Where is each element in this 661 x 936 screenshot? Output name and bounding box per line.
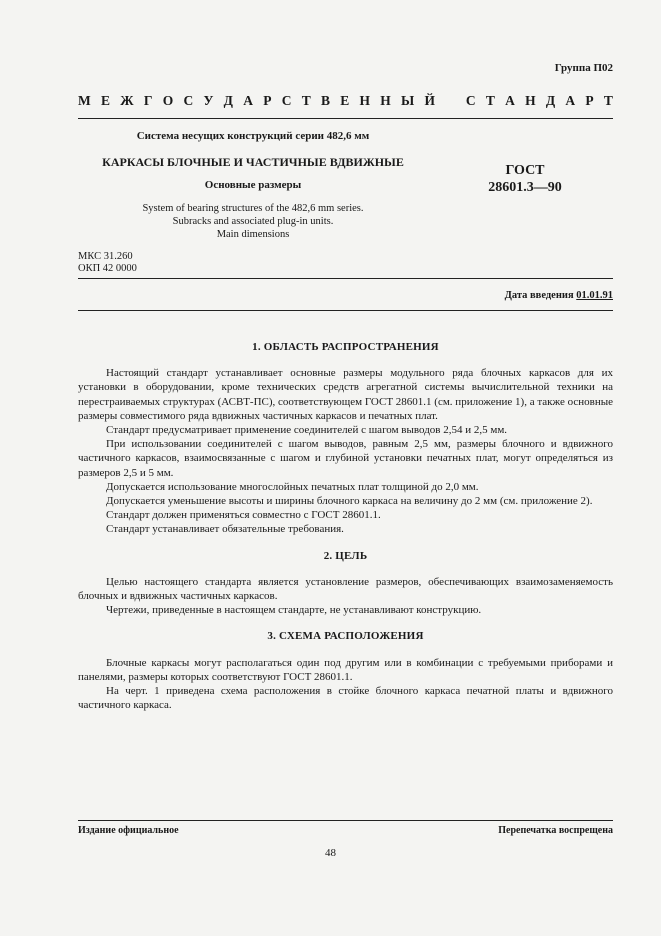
date-rule (78, 310, 613, 311)
banner-letter: В (320, 93, 330, 108)
paragraph: Целью настоящего стандарта является установление размеров, обеспечивающих взаимозаменяемость блочных и вдвижных частичных каркасов. (78, 575, 613, 603)
document-subtitle: Основные размеры (204, 179, 302, 191)
section-heading: 1. ОБЛАСТЬ РАСПРОСТРАНЕНИЯ (252, 341, 439, 353)
date-value: 01.01.91 (576, 290, 613, 301)
banner-letter: Т (485, 93, 495, 108)
paragraph: Стандарт должен применяться совместно с ГОСТ 28601.1. (106, 509, 381, 522)
banner-letter: Ы (401, 93, 415, 108)
banner-letter: А (505, 93, 515, 108)
banner-letter: Н (525, 93, 536, 108)
classification-codes (78, 251, 137, 275)
section-scope (78, 340, 613, 537)
english-line: System of bearing structures of the 482,6 mm series. (142, 203, 364, 214)
banner-letter: Р (263, 93, 272, 108)
english-title (78, 202, 428, 241)
section-heading: 2. ЦЕЛЬ (323, 549, 368, 562)
paragraph: Допускается уменьшение высоты и ширины блочного каркаса на величину до 2 мм (см. приложение 2). (106, 495, 593, 508)
paragraph: На черт. 1 приведена схема расположения в стойке блочного каркаса печатной платы и вдвижного частичного каркаса. (78, 685, 613, 712)
paragraph: Чертежи, приведенные в настоящем стандарте, не устанавливают конструкцию. (106, 604, 482, 617)
banner-letter: Й (424, 93, 436, 108)
banner-letter: С (281, 93, 292, 108)
standard-banner (78, 93, 613, 109)
banner-letter: С (183, 93, 194, 108)
header-rule (78, 118, 613, 119)
banner-letter: А (243, 93, 253, 108)
banner-letter: Р (585, 93, 594, 108)
english-line: Subracks and associated plug-in units. (172, 216, 334, 227)
okp-code: ОКП 42 0000 (78, 263, 137, 274)
section-layout-scheme (78, 629, 613, 712)
footer-rule (78, 820, 613, 821)
official-edition: Издание официальное (78, 825, 179, 836)
date-label: Дата введения (504, 290, 574, 301)
banner-letter: У (203, 93, 214, 108)
section-purpose (78, 549, 613, 618)
paragraph: Настоящий стандарт устанавливает основные размеры модульного ряда блочных каркасов для их установки в оборудовании, кроме технических средств агрегатной системы вычислительной техники на перестраиваемых структурах (АСВТ-ПС), соответствующем ГОСТ 28601.1 (см. приложение 1), а также основные размеры совместимого ряда вдвижных частичных каркасов и печатных плат. (78, 367, 613, 422)
effective-date (505, 290, 613, 301)
banner-letter: Г (143, 93, 153, 108)
paragraph: Допускается использование многослойных печатных плат толщиной до 2,0 мм. (106, 480, 479, 493)
document-title: КАРКАСЫ БЛОЧНЫЕ И ЧАСТИЧНЫЕ ВДВИЖНЫЕ (102, 155, 404, 169)
banner-letter: Е (101, 93, 111, 108)
banner-letter: О (162, 93, 174, 108)
gost-label: ГОСТ (505, 163, 545, 178)
page-number: 48 (325, 847, 336, 859)
banner-letter: Т (603, 93, 613, 108)
gost-number: 28601.3—90 (488, 180, 562, 195)
banner-letter: Н (359, 93, 371, 108)
section-heading: 3. СХЕМА РАСПОЛОЖЕНИЯ (267, 630, 424, 643)
banner-letter: А (565, 93, 576, 108)
system-series: Система несущих конструкций серии 482,6 мм (136, 130, 370, 142)
paragraph: При использовании соединителей с шагом выводов, равным 2,5 мм, размеры блочного и вдвижного частичного каркасов, взаимосвязанные с шагом и глубиной установки печатных плат, могут определяться из размеров 2,5 и 5 мм. (78, 438, 613, 479)
banner-letter: Д (223, 93, 233, 108)
group-code: Группа П02 (554, 62, 613, 74)
banner-letter: С (465, 93, 476, 108)
document-body (78, 340, 613, 712)
reprint-prohibited: Перепечатка воспрещена (498, 825, 613, 836)
gost-designation (470, 162, 580, 196)
banner-letter: Е (340, 93, 350, 108)
banner-letter: Т (301, 93, 311, 108)
paragraph: Стандарт предусматривает применение соединителей с шагом выводов 2,54 и 2,5 мм. (106, 424, 508, 437)
banner-letter: М (78, 93, 91, 108)
banner-letter: Д (545, 93, 556, 108)
english-line: Main dimensions (216, 229, 290, 240)
mks-code: МКС 31.260 (78, 251, 133, 262)
paragraph: Блочные каркасы могут располагаться один под другим или в комбинации с требуемыми приборами и панелями, размеры которых соответствуют ГОСТ 28601.1. (78, 656, 613, 683)
paragraph: Стандарт устанавливает обязательные требования. (106, 523, 344, 536)
banner-letter: Н (380, 93, 391, 108)
codes-rule (78, 278, 613, 279)
banner-letter: Ж (120, 93, 134, 108)
